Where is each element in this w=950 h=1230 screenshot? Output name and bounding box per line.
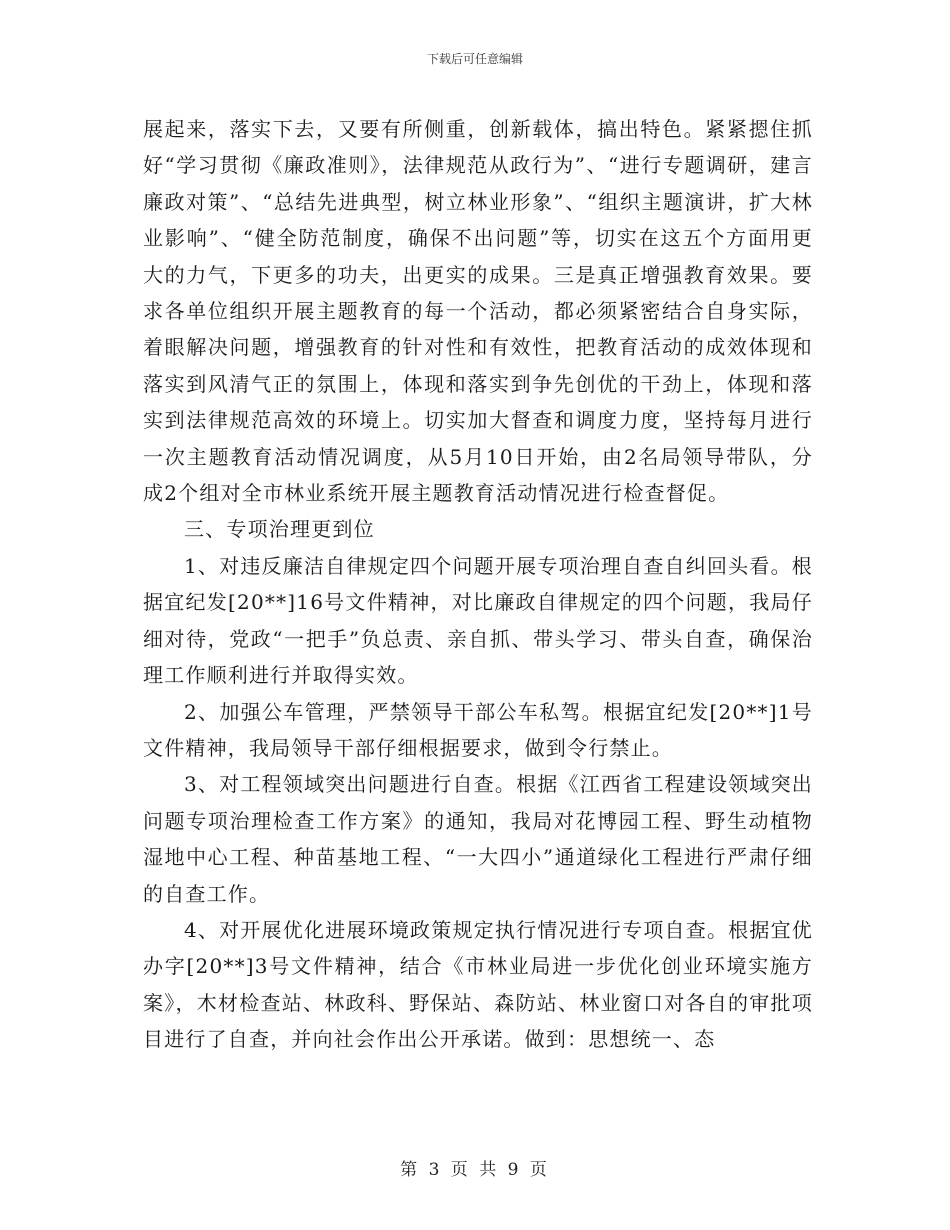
paragraph-item-4: 4、对开展优化进展环境政策规定执行情况进行专项自查。根据宜优办字[20**]3号文件精神，结合《市林业局进一步优化创业环境实施方案》，木材检查站、林政科、野保站、森防站、林业窗口对各自的审批项目进行了自查，并向社会作出公开承诺。做到：思想统一、态 — [143, 917, 813, 1052]
section-heading: 三、专项治理更到位 — [184, 517, 375, 542]
paragraph-item-1: 1、对违反廉洁自律规定四个问题开展专项治理自查自纠回头看。根据宜纪发[20**]16号文件精神，对比廉政自律规定的四个问题，我局仔细对待，党政“一把手”负总责、亲自抓、带头学习、带头自查，确保治理工作顺利进行并取得实效。 — [143, 553, 813, 688]
paragraph-item-2: 2、加强公车管理，严禁领导干部公车私驾。根据宜纪发[20**]1号文件精神，我局领导干部仔细根据要求，做到令行禁止。 — [143, 699, 813, 760]
page-footer: 第 3 页 共 9 页 — [400, 1160, 550, 1180]
document-body — [143, 111, 813, 1058]
paragraph-continuation: 展起来，落实下去，又要有所侧重，创新载体，搞出特色。紧紧摁住抓好“学习贯彻《廉政准则》，法律规范从政行为”、“进行专题调研，建言廉政对策”、“总结先进典型，树立林业形象”、“组织主题演讲，扩大林业影响”、“健全防范制度，确保不出问题”等，切实在这五个方面用更大的力气，下更多的功夫，出更实的成果。三是真正增强教育效果。要求各单位组织开展主题教育的每一个活动，都必须紧密结合自身实际，着眼解决问题，增强教育的针对性和有效性，把教育活动的成效体现和落实到风清气正的氛围上，体现和落实到争先创优的干劲上，体现和落实到法律规范高效的环境上。切实加大督查和调度力度，坚持每月进行一次主题教育活动情况调度，从5月10日开始，由2名局领导带队，分成2个组对全市林业系统开展主题教育活动情况进行检查督促。 — [143, 117, 813, 506]
page-header: 下载后可任意编辑 — [426, 52, 523, 66]
paragraph-item-3: 3、对工程领域突出问题进行自查。根据《江西省工程建设领域突出问题专项治理检查工作方案》的通知，我局对花博园工程、野生动植物湿地中心工程、种苗基地工程、“一大四小”通道绿化工程进行严肃仔细的自查工作。 — [143, 772, 813, 906]
